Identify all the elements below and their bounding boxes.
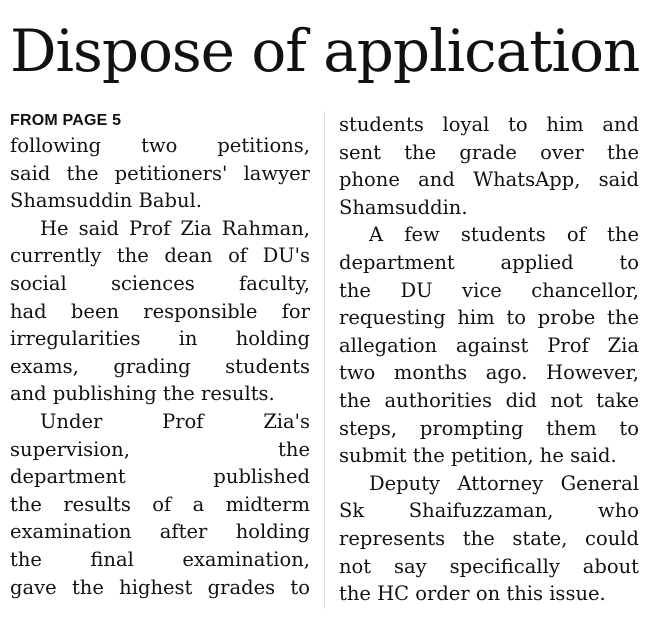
body-line: exams, grading students — [10, 354, 310, 378]
body-line: the results of a midterm — [10, 492, 310, 516]
body-line: He said Prof Zia Rahman, — [40, 216, 310, 240]
body-line: the HC order on this issue. — [339, 582, 606, 606]
body-line: supervision, the — [10, 437, 310, 461]
body-line: following two petitions, — [10, 134, 310, 157]
body-line: steps, prompting them to — [339, 416, 639, 440]
body-line: the authorities did not take — [339, 388, 639, 412]
body-line: two months ago. However, — [339, 361, 639, 385]
body-line: allegation against Prof Zia — [339, 333, 639, 357]
body-line: Under Prof Zia's — [40, 409, 310, 433]
body-line: Sk Shaifuzzaman, who — [339, 499, 639, 523]
body-line: sent the grade over the — [339, 140, 639, 164]
body-line: said the petitioners' lawyer — [10, 161, 310, 185]
headline: Dispose of application — [10, 17, 640, 85]
body-line: Shamsuddin. — [339, 195, 468, 219]
body-line: Deputy Attorney General — [369, 471, 639, 495]
body-line: currently the dean of DU's — [10, 244, 310, 268]
body-line: department applied to — [339, 250, 639, 274]
body-line: represents the state, could — [339, 526, 639, 550]
article-column-right — [339, 111, 639, 608]
body-line: department published — [10, 465, 310, 489]
body-line: irregularities in holding — [10, 327, 310, 351]
body-line: A few students of the — [369, 223, 639, 247]
body-line: Shamsuddin Babul. — [10, 189, 202, 213]
body-line: not say specifically about — [339, 554, 639, 578]
body-line: submit the petition, he said. — [339, 444, 617, 468]
body-line: requesting him to probe the — [339, 306, 639, 330]
body-line: gave the highest grades to — [10, 575, 310, 599]
body-line: social sciences faculty, — [10, 271, 310, 295]
article-column-left — [10, 111, 310, 601]
body-line: the DU vice chancellor, — [339, 278, 639, 302]
body-line: examination after holding — [10, 520, 310, 544]
body-line: the final examination, — [10, 547, 310, 571]
body-line: had been responsible for — [10, 299, 310, 323]
column-divider — [324, 111, 325, 609]
continuation-kicker: FROM PAGE 5 — [10, 112, 122, 129]
body-line: students loyal to him and — [339, 113, 639, 136]
body-line: and publishing the results. — [10, 382, 275, 406]
body-line: phone and WhatsApp, said — [339, 168, 639, 192]
